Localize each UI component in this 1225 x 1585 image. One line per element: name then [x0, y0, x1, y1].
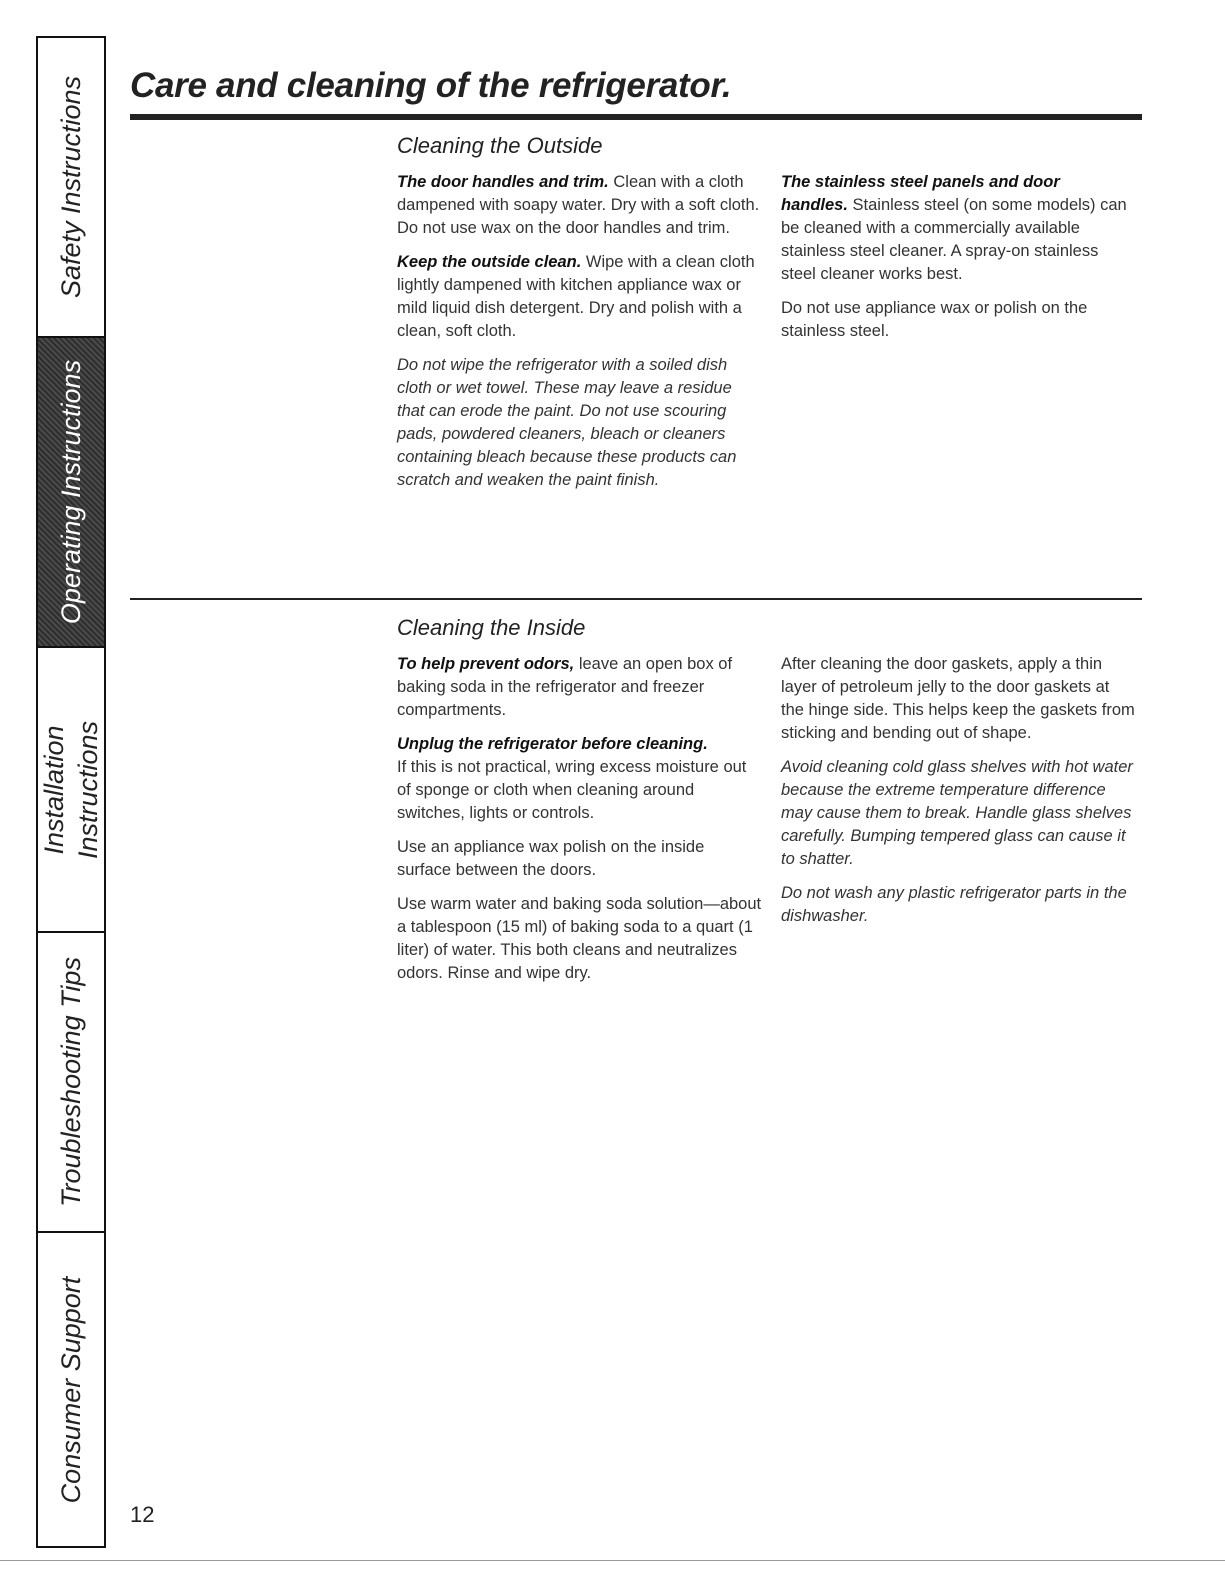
paragraph-text: Clean with a cloth dampened with soapy water. Dry with a soft cloth. Do not use wax on the door handles and trim.	[397, 173, 760, 237]
tab-label: Consumer Support	[56, 1276, 86, 1503]
paragraph-lead: To help prevent odors,	[397, 655, 575, 673]
tab-label: Safety Instructions	[56, 75, 86, 299]
tab-troubleshooting-tips[interactable]	[38, 933, 104, 1233]
paragraph: After cleaning the door gaskets, apply a thin layer of petroleum jelly to the door gaskets at the hinge side. This helps keep the gaskets from sticking and bending out of shape.	[781, 655, 1135, 742]
paragraph-lead: Keep the outside clean.	[397, 253, 582, 271]
paragraph: Use warm water and baking soda solution—about a tablespoon (15 ml) of baking soda to a quart (1 liter) of water. This both cleans and neutralizes odors. Rinse and wipe dry.	[397, 895, 762, 982]
section-tab-bar	[36, 36, 106, 1548]
paragraph	[397, 733, 762, 825]
paragraph-text: Wipe with a clean cloth lightly dampened with kitchen appliance wax or mild liquid dish detergent. Dry and polish with a clean, soft cloth.	[397, 253, 755, 340]
inside-right-column	[781, 653, 1136, 939]
paragraph	[397, 171, 762, 240]
tab-label-line1: Installation	[39, 724, 69, 855]
page-number: 12	[130, 1502, 155, 1527]
paragraph: Do not use appliance wax or polish on the stainless steel.	[781, 299, 1088, 340]
outside-right-column	[781, 171, 1131, 354]
paragraph-lead: Unplug the refrigerator before cleaning.	[397, 735, 708, 753]
paragraph-text: If this is not practical, wring excess moisture out of sponge or cloth when cleaning around switches, lights or controls.	[397, 758, 747, 822]
tab-installation-instructions[interactable]	[38, 648, 104, 933]
tab-safety-instructions[interactable]	[38, 38, 104, 338]
paragraph-warning: Do not wash any plastic refrigerator parts in the dishwasher.	[781, 884, 1127, 925]
paragraph	[397, 653, 762, 722]
tab-label: Troubleshooting Tips	[56, 957, 86, 1207]
section-divider	[130, 598, 1142, 600]
tab-label: Operating Instructions	[56, 359, 86, 625]
paragraph-text: leave an open box of baking soda in the refrigerator and freezer compartments.	[397, 655, 733, 719]
paragraph	[781, 171, 1131, 286]
section-heading-outside: Cleaning the Outside	[397, 133, 603, 158]
page-edge-line	[0, 1560, 1225, 1561]
tab-operating-instructions[interactable]	[38, 338, 104, 648]
tab-label-line2: Instructions	[73, 720, 103, 859]
paragraph	[397, 251, 762, 343]
outside-left-column	[397, 171, 762, 503]
paragraph-lead: The stainless steel panels and door handles.	[781, 173, 1060, 214]
title-divider	[130, 114, 1142, 120]
tab-consumer-support[interactable]	[38, 1233, 104, 1546]
paragraph-text: Stainless steel (on some models) can be cleaned with a commercially available stainless steel cleaner. A spray-on stainless steel cleaner works best.	[781, 196, 1127, 283]
paragraph-warning: Do not wipe the refrigerator with a soiled dish cloth or wet towel. These may leave a residue that can erode the paint. Do not use scouring pads, powdered cleaners, bleach or cleaners containing bleach because these products can scratch and weaken the paint finish.	[397, 356, 737, 489]
page-title: Care and cleaning of the refrigerator.	[130, 66, 732, 105]
inside-left-column	[397, 653, 762, 996]
paragraph-lead: The door handles and trim.	[397, 173, 609, 191]
section-heading-inside: Cleaning the Inside	[397, 615, 586, 640]
paragraph: Use an appliance wax polish on the inside surface between the doors.	[397, 838, 705, 879]
tab-label	[38, 720, 104, 858]
paragraph-warning: Avoid cleaning cold glass shelves with hot water because the extreme temperature difference may cause them to break. Handle glass shelves carefully. Bumping tempered glass can cause it to shatter.	[781, 758, 1133, 868]
